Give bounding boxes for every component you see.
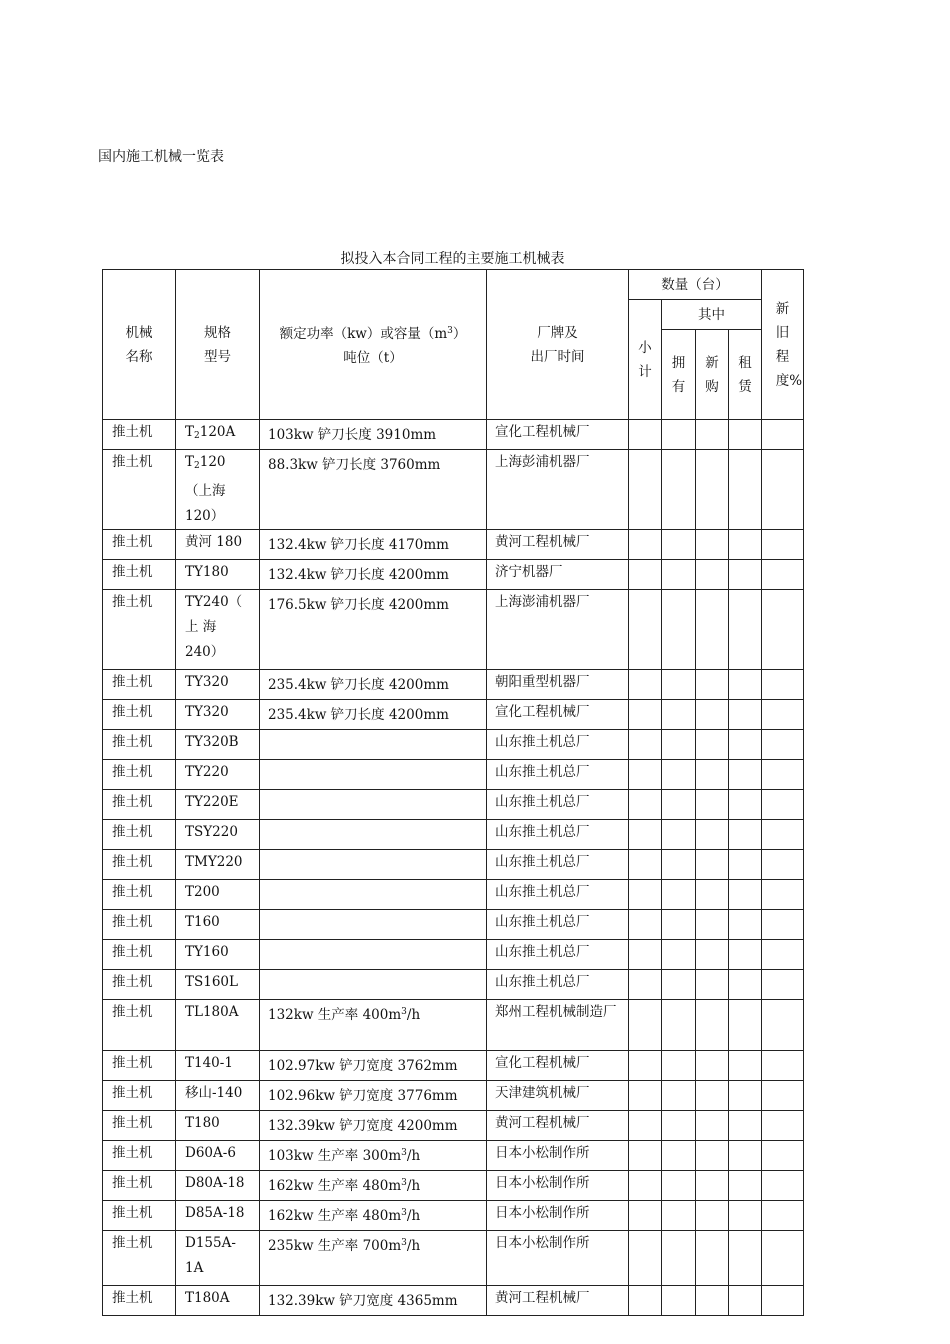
cell-condition bbox=[762, 1231, 804, 1286]
cell-model: T200 bbox=[176, 880, 260, 910]
cell-condition bbox=[762, 670, 804, 700]
cell-manufacturer: 山东推土机总厂 bbox=[487, 820, 629, 850]
cell-owned bbox=[662, 790, 696, 820]
cell-power: 176.5kw 铲刀长度 4200mm bbox=[260, 590, 487, 670]
cell-power bbox=[260, 790, 487, 820]
table-header bbox=[103, 270, 804, 420]
table-row bbox=[103, 450, 804, 530]
table-row bbox=[103, 530, 804, 560]
cell-machine-name: 推土机 bbox=[103, 1081, 176, 1111]
cell-manufacturer: 郑州工程机械制造厂 bbox=[487, 1000, 629, 1051]
cell-manufacturer: 上海彭浦机器厂 bbox=[487, 450, 629, 530]
cell-subtotal bbox=[629, 1231, 662, 1286]
cell-model: TS160L bbox=[176, 970, 260, 1000]
cell-power: 102.96kw 铲刀宽度 3776mm bbox=[260, 1081, 487, 1111]
cell-manufacturer: 宣化工程机械厂 bbox=[487, 1051, 629, 1081]
cell-subtotal bbox=[629, 1201, 662, 1231]
cell-subtotal bbox=[629, 760, 662, 790]
cell-subtotal bbox=[629, 850, 662, 880]
cell-new-purchase bbox=[696, 1201, 729, 1231]
table-row bbox=[103, 940, 804, 970]
cell-lease bbox=[729, 1201, 762, 1231]
cell-machine-name: 推土机 bbox=[103, 450, 176, 530]
cell-owned bbox=[662, 560, 696, 590]
header-condition: 新旧程度% bbox=[762, 270, 804, 420]
cell-model: $T_2120A$ bbox=[176, 420, 260, 450]
cell-machine-name: 推土机 bbox=[103, 1051, 176, 1081]
cell-manufacturer: 黄河工程机械厂 bbox=[487, 1286, 629, 1316]
cell-lease bbox=[729, 700, 762, 730]
cell-machine-name: 推土机 bbox=[103, 820, 176, 850]
cell-condition bbox=[762, 850, 804, 880]
cell-power: 132.4kw 铲刀长度 4200mm bbox=[260, 560, 487, 590]
table-row bbox=[103, 1000, 804, 1051]
cell-owned bbox=[662, 1000, 696, 1051]
cell-new-purchase bbox=[696, 420, 729, 450]
cell-owned bbox=[662, 1141, 696, 1171]
cell-model: TY180 bbox=[176, 560, 260, 590]
cell-subtotal bbox=[629, 1171, 662, 1201]
cell-power: 102.97kw 铲刀宽度 3762mm bbox=[260, 1051, 487, 1081]
cell-condition bbox=[762, 1081, 804, 1111]
cell-owned bbox=[662, 590, 696, 670]
cell-subtotal bbox=[629, 530, 662, 560]
cell-manufacturer: 济宁机器厂 bbox=[487, 560, 629, 590]
cell-subtotal bbox=[629, 880, 662, 910]
table-row bbox=[103, 1081, 804, 1111]
cell-subtotal bbox=[629, 1111, 662, 1141]
cell-owned bbox=[662, 730, 696, 760]
cell-lease bbox=[729, 970, 762, 1000]
cell-power: 162kw 生产率 $480m^3/h$ bbox=[260, 1171, 487, 1201]
cell-new-purchase bbox=[696, 1111, 729, 1141]
cell-machine-name: 推土机 bbox=[103, 530, 176, 560]
cell-condition bbox=[762, 820, 804, 850]
cell-machine-name: 推土机 bbox=[103, 1286, 176, 1316]
cell-owned bbox=[662, 420, 696, 450]
cell-owned bbox=[662, 1051, 696, 1081]
cell-manufacturer: 朝阳重型机器厂 bbox=[487, 670, 629, 700]
cell-lease bbox=[729, 1000, 762, 1051]
cell-lease bbox=[729, 1286, 762, 1316]
cell-owned bbox=[662, 970, 696, 1000]
cell-model: T140-1 bbox=[176, 1051, 260, 1081]
cell-manufacturer: 上海澎浦机器厂 bbox=[487, 590, 629, 670]
cell-power: 235.4kw 铲刀长度 4200mm bbox=[260, 670, 487, 700]
cell-manufacturer: 山东推土机总厂 bbox=[487, 880, 629, 910]
cell-lease bbox=[729, 880, 762, 910]
cell-new-purchase bbox=[696, 1081, 729, 1111]
cell-condition bbox=[762, 940, 804, 970]
cell-subtotal bbox=[629, 1081, 662, 1111]
cell-lease bbox=[729, 530, 762, 560]
cell-condition bbox=[762, 1051, 804, 1081]
header-subtotal: 小计 bbox=[629, 300, 662, 420]
cell-lease bbox=[729, 1081, 762, 1111]
cell-condition bbox=[762, 560, 804, 590]
cell-lease bbox=[729, 420, 762, 450]
cell-new-purchase bbox=[696, 560, 729, 590]
cell-subtotal bbox=[629, 1051, 662, 1081]
cell-owned bbox=[662, 1171, 696, 1201]
cell-owned bbox=[662, 1201, 696, 1231]
cell-lease bbox=[729, 590, 762, 670]
cell-new-purchase bbox=[696, 820, 729, 850]
cell-model: $T_2120$（上海 120） bbox=[176, 450, 260, 530]
cell-machine-name: 推土机 bbox=[103, 790, 176, 820]
cell-lease bbox=[729, 1051, 762, 1081]
cell-machine-name: 推土机 bbox=[103, 1000, 176, 1051]
cell-model: D60A-6 bbox=[176, 1141, 260, 1171]
cell-model: D80A-18 bbox=[176, 1171, 260, 1201]
table-row bbox=[103, 670, 804, 700]
cell-manufacturer: 日本小松制作所 bbox=[487, 1141, 629, 1171]
cell-new-purchase bbox=[696, 910, 729, 940]
cell-owned bbox=[662, 700, 696, 730]
cell-lease bbox=[729, 850, 762, 880]
cell-lease bbox=[729, 670, 762, 700]
cell-power: 88.3kw 铲刀长度 3760mm bbox=[260, 450, 487, 530]
header-manufacturer: 厂牌及 出厂时间 bbox=[487, 270, 629, 420]
cell-model: T180 bbox=[176, 1111, 260, 1141]
cell-owned bbox=[662, 820, 696, 850]
cell-lease bbox=[729, 820, 762, 850]
cell-subtotal bbox=[629, 670, 662, 700]
cell-condition bbox=[762, 1201, 804, 1231]
cell-subtotal bbox=[629, 1000, 662, 1051]
cell-lease bbox=[729, 1111, 762, 1141]
cell-subtotal bbox=[629, 970, 662, 1000]
cell-machine-name: 推土机 bbox=[103, 850, 176, 880]
cell-new-purchase bbox=[696, 970, 729, 1000]
header-owned: 拥有 bbox=[662, 330, 696, 420]
cell-condition bbox=[762, 1171, 804, 1201]
cell-manufacturer: 山东推土机总厂 bbox=[487, 940, 629, 970]
cell-power: 235kw 生产率 $700m^3/h$ bbox=[260, 1231, 487, 1286]
table-row bbox=[103, 790, 804, 820]
cell-manufacturer: 宣化工程机械厂 bbox=[487, 420, 629, 450]
machinery-table bbox=[102, 269, 804, 1316]
table-row bbox=[103, 560, 804, 590]
cell-new-purchase bbox=[696, 1231, 729, 1286]
cell-machine-name: 推土机 bbox=[103, 1201, 176, 1231]
cell-lease bbox=[729, 1141, 762, 1171]
cell-model: D155A-1A bbox=[176, 1231, 260, 1286]
table-row bbox=[103, 850, 804, 880]
header-model: 规格 型号 bbox=[176, 270, 260, 420]
cell-machine-name: 推土机 bbox=[103, 1141, 176, 1171]
cell-lease bbox=[729, 1171, 762, 1201]
table-row bbox=[103, 970, 804, 1000]
table-row bbox=[103, 420, 804, 450]
table-row bbox=[103, 1111, 804, 1141]
cell-lease bbox=[729, 790, 762, 820]
header-machine-name: 机械 名称 bbox=[103, 270, 176, 420]
cell-machine-name: 推土机 bbox=[103, 760, 176, 790]
cell-power bbox=[260, 730, 487, 760]
cell-power: 132.39kw 铲刀宽度 4365mm bbox=[260, 1286, 487, 1316]
cell-manufacturer: 日本小松制作所 bbox=[487, 1171, 629, 1201]
cell-owned bbox=[662, 1231, 696, 1286]
cell-condition bbox=[762, 880, 804, 910]
cell-subtotal bbox=[629, 1286, 662, 1316]
table-caption: 拟投入本合同工程的主要施工机械表 bbox=[340, 251, 565, 267]
cell-model: TSY220 bbox=[176, 820, 260, 850]
cell-power bbox=[260, 880, 487, 910]
cell-power bbox=[260, 850, 487, 880]
cell-subtotal bbox=[629, 730, 662, 760]
cell-condition bbox=[762, 700, 804, 730]
cell-power: 103kw 铲刀长度 3910mm bbox=[260, 420, 487, 450]
cell-machine-name: 推土机 bbox=[103, 910, 176, 940]
cell-model: T180A bbox=[176, 1286, 260, 1316]
cell-new-purchase bbox=[696, 1171, 729, 1201]
cell-machine-name: 推土机 bbox=[103, 730, 176, 760]
cell-new-purchase bbox=[696, 450, 729, 530]
cell-manufacturer: 山东推土机总厂 bbox=[487, 850, 629, 880]
table-row bbox=[103, 820, 804, 850]
table-row bbox=[103, 1141, 804, 1171]
cell-new-purchase bbox=[696, 1141, 729, 1171]
cell-model: TY220 bbox=[176, 760, 260, 790]
cell-power: 132.39kw 铲刀宽度 4200mm bbox=[260, 1111, 487, 1141]
cell-subtotal bbox=[629, 820, 662, 850]
cell-power: 132.4kw 铲刀长度 4170mm bbox=[260, 530, 487, 560]
cell-machine-name: 推土机 bbox=[103, 940, 176, 970]
cell-power bbox=[260, 970, 487, 1000]
cell-subtotal bbox=[629, 450, 662, 530]
cell-condition bbox=[762, 730, 804, 760]
cell-power bbox=[260, 940, 487, 970]
cell-new-purchase bbox=[696, 700, 729, 730]
cell-model: 移山-140 bbox=[176, 1081, 260, 1111]
cell-owned bbox=[662, 1286, 696, 1316]
cell-new-purchase bbox=[696, 1000, 729, 1051]
cell-manufacturer: 山东推土机总厂 bbox=[487, 730, 629, 760]
table-row bbox=[103, 880, 804, 910]
cell-machine-name: 推土机 bbox=[103, 700, 176, 730]
cell-subtotal bbox=[629, 420, 662, 450]
table-row bbox=[103, 590, 804, 670]
cell-condition bbox=[762, 450, 804, 530]
table-row bbox=[103, 700, 804, 730]
cell-lease bbox=[729, 450, 762, 530]
header-new-purchase: 新购 bbox=[696, 330, 729, 420]
cell-condition bbox=[762, 530, 804, 560]
cell-new-purchase bbox=[696, 530, 729, 560]
cell-model: TY320B bbox=[176, 730, 260, 760]
cell-subtotal bbox=[629, 910, 662, 940]
cell-owned bbox=[662, 910, 696, 940]
cell-manufacturer: 黄河工程机械厂 bbox=[487, 530, 629, 560]
cell-model: TY320 bbox=[176, 670, 260, 700]
cell-power bbox=[260, 760, 487, 790]
table-row bbox=[103, 910, 804, 940]
cell-lease bbox=[729, 910, 762, 940]
cell-new-purchase bbox=[696, 760, 729, 790]
cell-condition bbox=[762, 910, 804, 940]
cell-model: TY240（ 上 海 240） bbox=[176, 590, 260, 670]
cell-subtotal bbox=[629, 560, 662, 590]
cell-owned bbox=[662, 880, 696, 910]
cell-model: TY160 bbox=[176, 940, 260, 970]
cell-machine-name: 推土机 bbox=[103, 970, 176, 1000]
cell-subtotal bbox=[629, 590, 662, 670]
cell-subtotal bbox=[629, 940, 662, 970]
cell-owned bbox=[662, 450, 696, 530]
cell-model: TMY220 bbox=[176, 850, 260, 880]
cell-machine-name: 推土机 bbox=[103, 420, 176, 450]
cell-manufacturer: 山东推土机总厂 bbox=[487, 760, 629, 790]
cell-condition bbox=[762, 1000, 804, 1051]
cell-power: 103kw 生产率 $300m^3/h$ bbox=[260, 1141, 487, 1171]
header-lease: 租赁 bbox=[729, 330, 762, 420]
cell-machine-name: 推土机 bbox=[103, 1111, 176, 1141]
cell-model: D85A-18 bbox=[176, 1201, 260, 1231]
cell-subtotal bbox=[629, 700, 662, 730]
cell-manufacturer: 山东推土机总厂 bbox=[487, 970, 629, 1000]
cell-subtotal bbox=[629, 1141, 662, 1171]
cell-condition bbox=[762, 970, 804, 1000]
cell-owned bbox=[662, 850, 696, 880]
cell-new-purchase bbox=[696, 670, 729, 700]
table-row bbox=[103, 1201, 804, 1231]
cell-condition bbox=[762, 760, 804, 790]
cell-power: 132kw 生产率 $400m^3/h$ bbox=[260, 1000, 487, 1051]
cell-model: TY320 bbox=[176, 700, 260, 730]
cell-new-purchase bbox=[696, 880, 729, 910]
cell-condition bbox=[762, 420, 804, 450]
cell-lease bbox=[729, 560, 762, 590]
table-body bbox=[103, 420, 804, 1316]
cell-model: T160 bbox=[176, 910, 260, 940]
cell-owned bbox=[662, 1081, 696, 1111]
cell-manufacturer: 黄河工程机械厂 bbox=[487, 1111, 629, 1141]
cell-power bbox=[260, 910, 487, 940]
cell-new-purchase bbox=[696, 850, 729, 880]
cell-new-purchase bbox=[696, 1286, 729, 1316]
table-row bbox=[103, 760, 804, 790]
cell-owned bbox=[662, 530, 696, 560]
cell-model: 黄河 180 bbox=[176, 530, 260, 560]
cell-lease bbox=[729, 1231, 762, 1286]
cell-owned bbox=[662, 1111, 696, 1141]
cell-power: 235.4kw 铲刀长度 4200mm bbox=[260, 700, 487, 730]
table-row bbox=[103, 730, 804, 760]
cell-condition bbox=[762, 1286, 804, 1316]
cell-new-purchase bbox=[696, 730, 729, 760]
cell-condition bbox=[762, 1111, 804, 1141]
cell-new-purchase bbox=[696, 1051, 729, 1081]
table-row bbox=[103, 1286, 804, 1316]
table-row bbox=[103, 1171, 804, 1201]
cell-lease bbox=[729, 730, 762, 760]
header-among: 其中 bbox=[662, 300, 762, 330]
cell-machine-name: 推土机 bbox=[103, 560, 176, 590]
cell-power: 162kw 生产率 $480m^3/h$ bbox=[260, 1201, 487, 1231]
cell-machine-name: 推土机 bbox=[103, 880, 176, 910]
cell-condition bbox=[762, 590, 804, 670]
cell-manufacturer: 天津建筑机械厂 bbox=[487, 1081, 629, 1111]
cell-lease bbox=[729, 760, 762, 790]
cell-machine-name: 推土机 bbox=[103, 590, 176, 670]
header-power: 额定功率（kw）或容量$(m^3)$ 吨位（t） bbox=[260, 270, 487, 420]
cell-subtotal bbox=[629, 790, 662, 820]
table-row bbox=[103, 1051, 804, 1081]
cell-owned bbox=[662, 760, 696, 790]
cell-condition bbox=[762, 1141, 804, 1171]
table-row bbox=[103, 1231, 804, 1286]
cell-lease bbox=[729, 940, 762, 970]
cell-model: TL180A bbox=[176, 1000, 260, 1051]
cell-manufacturer: 山东推土机总厂 bbox=[487, 790, 629, 820]
cell-manufacturer: 日本小松制作所 bbox=[487, 1231, 629, 1286]
cell-new-purchase bbox=[696, 790, 729, 820]
cell-new-purchase bbox=[696, 590, 729, 670]
cell-condition bbox=[762, 790, 804, 820]
cell-power bbox=[260, 820, 487, 850]
cell-owned bbox=[662, 670, 696, 700]
cell-model: TY220E bbox=[176, 790, 260, 820]
header-quantity: 数量（台） bbox=[629, 270, 762, 300]
cell-manufacturer: 宣化工程机械厂 bbox=[487, 700, 629, 730]
cell-manufacturer: 山东推土机总厂 bbox=[487, 910, 629, 940]
cell-machine-name: 推土机 bbox=[103, 670, 176, 700]
cell-new-purchase bbox=[696, 940, 729, 970]
cell-owned bbox=[662, 940, 696, 970]
cell-manufacturer: 日本小松制作所 bbox=[487, 1201, 629, 1231]
cell-machine-name: 推土机 bbox=[103, 1231, 176, 1286]
cell-machine-name: 推土机 bbox=[103, 1171, 176, 1201]
document-title: 国内施工机械一览表 bbox=[98, 149, 224, 165]
